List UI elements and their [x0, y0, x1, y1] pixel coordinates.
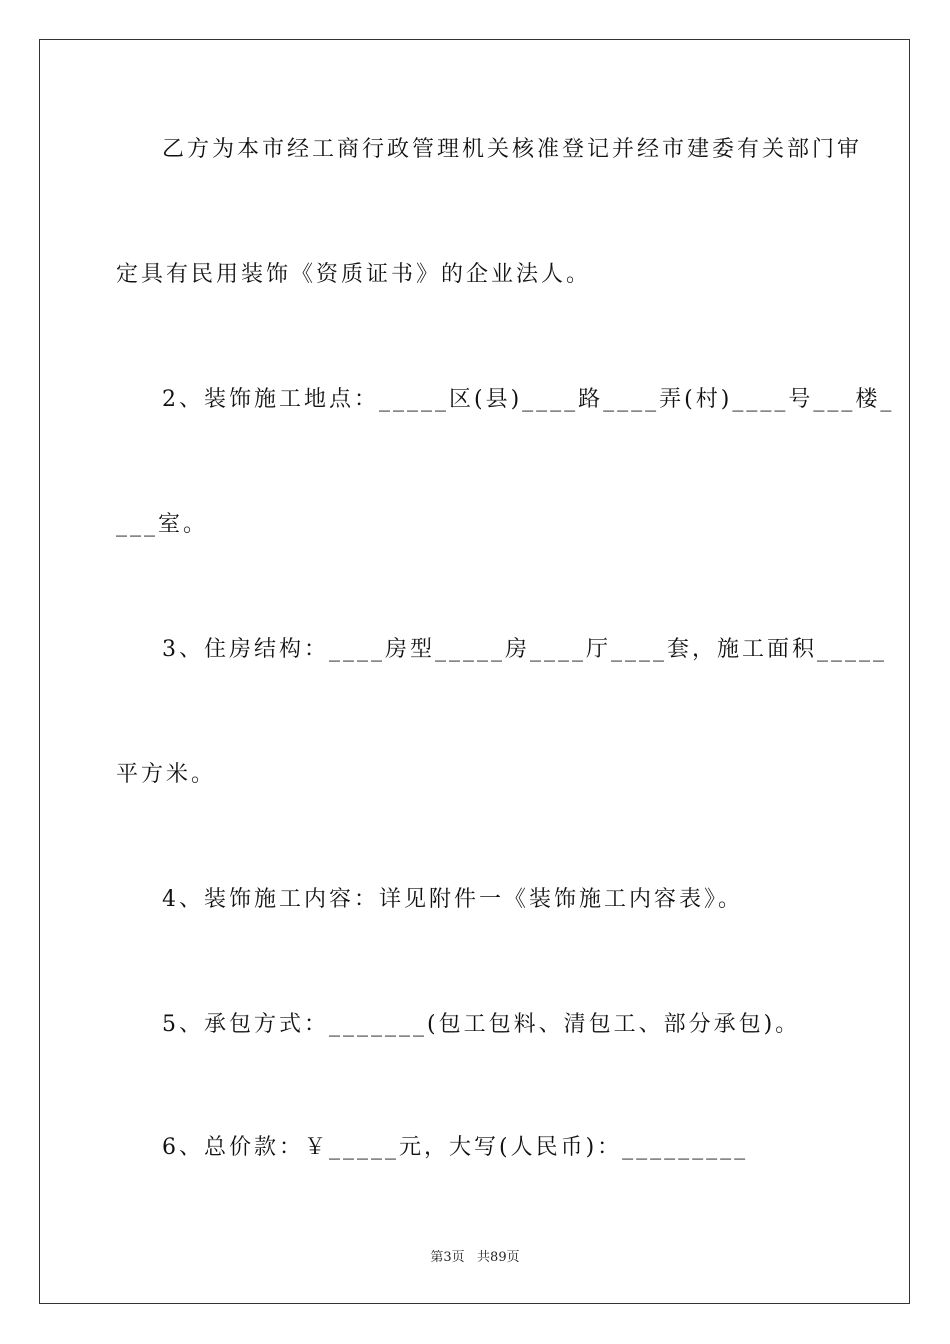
page-number-footer: 第3页 共89页 [430, 1250, 520, 1265]
clause-3-continuation: 平方米。 [116, 762, 217, 787]
clause-4-line: 4、装饰施工内容：详见附件一《装饰施工内容表》。 [162, 887, 743, 912]
clause-2-continuation: ___室。 [116, 512, 209, 537]
clause-2-line: 2、装饰施工地点：_____区(县)____路____弄(村)____号___楼_ [162, 387, 895, 412]
clause-3-line: 3、住房结构：____房型_____房____厅____套，施工面积_____ [162, 637, 887, 662]
paragraph-line: 乙方为本市经工商行政管理机关核准登记并经市建委有关部门审 [162, 137, 863, 162]
paragraph-line: 定具有民用装饰《资质证书》的企业法人。 [116, 262, 592, 287]
clause-6-line: 6、总价款：￥_____元，大写(人民币)：_________ [162, 1135, 749, 1160]
clause-5-line: 5、承包方式：_______(包工包料、清包工、部分承包)。 [162, 1012, 801, 1037]
page-border [39, 39, 910, 1304]
